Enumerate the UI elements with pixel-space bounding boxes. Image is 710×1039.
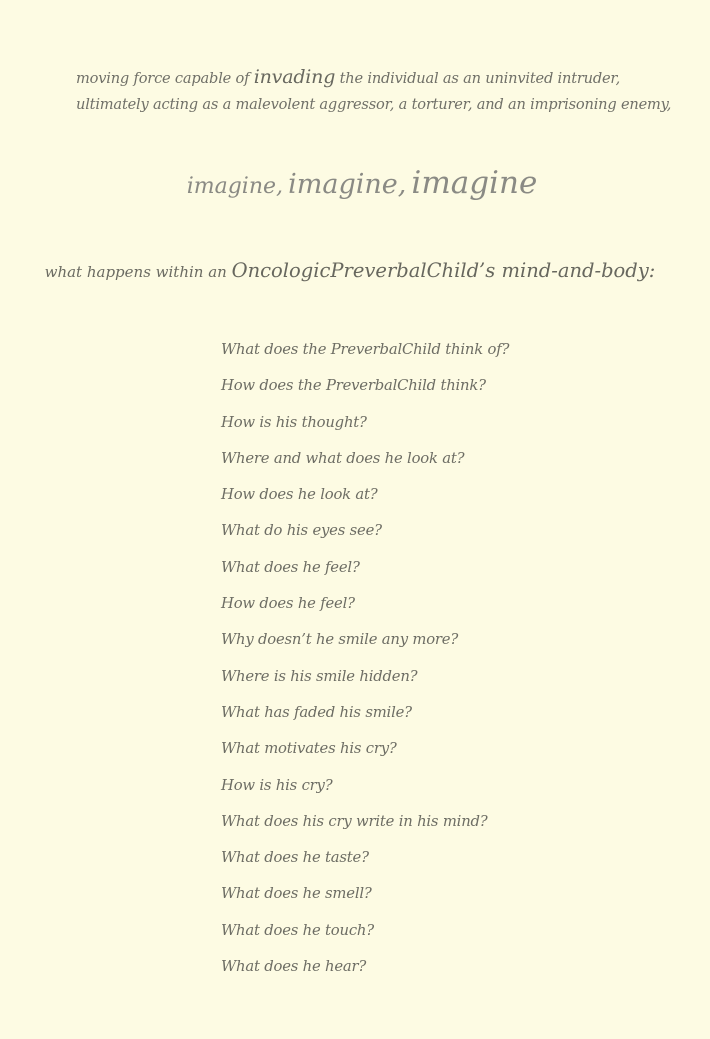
intro-text-end: the individual as an uninvited intruder, ultimately acting as a malevolent aggressor, a torturer, and an imprisoning enemy, (76, 70, 672, 113)
imagine-word-1: imagine, (186, 174, 284, 199)
lead-text-large: OncologicPreverbalChild’s mind-and-body: (231, 259, 656, 282)
question-item: How is his cry? (221, 776, 333, 794)
question-item: What does he taste? (221, 849, 369, 867)
question-item: What has faded his smile? (221, 703, 412, 721)
question-item: What does the PreverbalChild think of? (221, 341, 510, 358)
question-item: Where and what does he look at? (221, 449, 465, 467)
imagine-word-2: imagine, (288, 169, 407, 200)
imagine-word-3: imagine (411, 165, 538, 201)
question-item: How does the PreverbalChild think? (221, 377, 486, 395)
question-item: How does he look at? (221, 486, 378, 504)
question-item: What does he hear? (221, 958, 367, 976)
intro-emphasis-word: invading (253, 66, 336, 88)
question-item: How does he feel? (221, 595, 355, 613)
question-item: What do his eyes see? (221, 522, 382, 540)
lead-line (0, 259, 700, 282)
question-item: What does he touch? (221, 921, 374, 939)
question-item: What does he feel? (221, 558, 360, 576)
question-item: What does his cry write in his mind? (221, 812, 488, 830)
lead-text-small: what happens within an (44, 263, 232, 281)
question-list (221, 337, 509, 990)
question-item: How is his thought? (221, 413, 367, 431)
question-item: What motivates his cry? (221, 740, 397, 758)
question-item: Why doesn’t he smile any more? (221, 631, 459, 649)
question-item: Where is his smile hidden? (221, 667, 418, 685)
imagine-heading (0, 165, 710, 201)
question-item: What does he smell? (221, 885, 372, 903)
intro-paragraph (76, 64, 676, 118)
intro-text-start: moving force capable of (76, 70, 254, 87)
